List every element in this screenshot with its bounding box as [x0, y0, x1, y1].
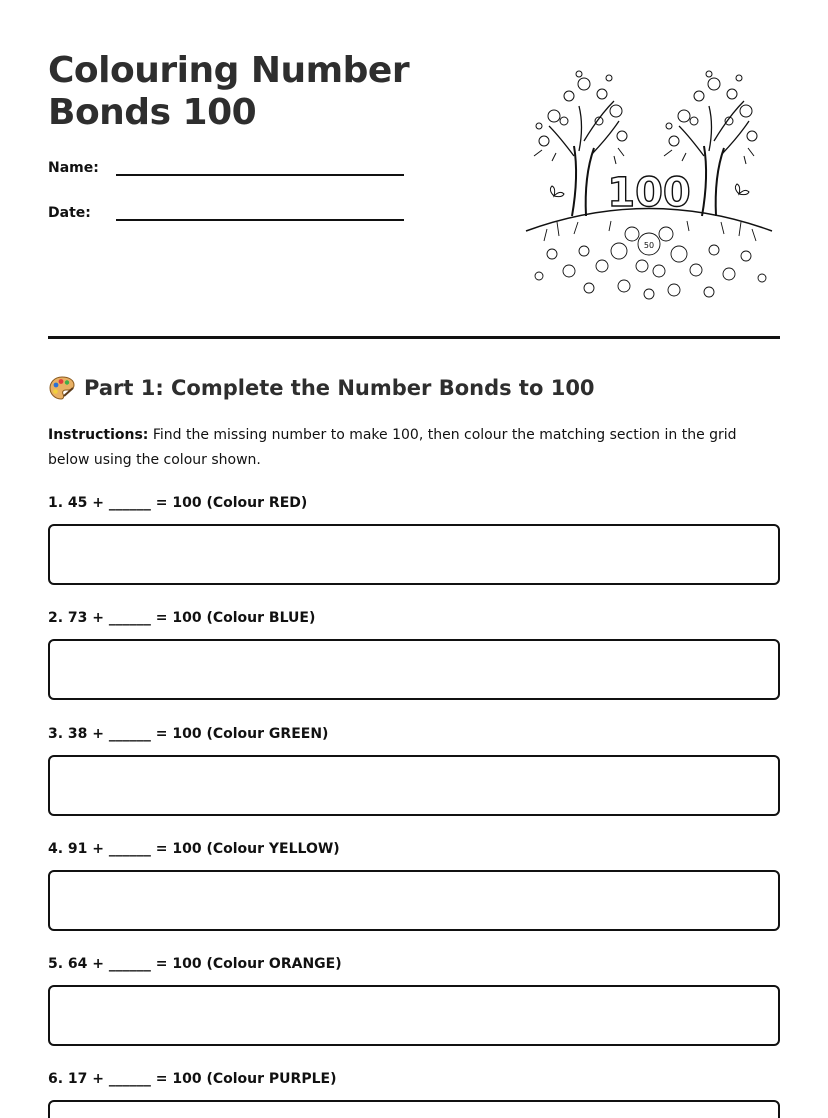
question-label: 6. 17 + ______ = 100 (Colour PURPLE): [48, 1071, 337, 1088]
flower-bed: [535, 221, 766, 299]
title-line-1: Colouring Number: [48, 50, 410, 91]
part1-heading: [48, 374, 595, 402]
date-label: Date:: [48, 205, 91, 221]
instructions-label: Instructions:: [48, 427, 149, 443]
illustration-inner-number: 50: [643, 241, 655, 250]
right-tree-trunk: [702, 146, 724, 216]
date-line[interactable]: [116, 207, 404, 221]
question-item: [48, 609, 780, 724]
instructions-text: Find the missing number to make 100, then colour the matching section in the grid below using the colour shown.: [48, 427, 737, 468]
question-label: 3. 38 + ______ = 100 (Colour GREEN): [48, 725, 329, 742]
question-item: [48, 725, 780, 840]
question-label: 5. 64 + ______ = 100 (Colour ORANGE): [48, 956, 342, 973]
date-field[interactable]: [48, 205, 404, 221]
worksheet-header: [48, 50, 780, 310]
question-label: 1. 45 + ______ = 100 (Colour RED): [48, 495, 308, 511]
answer-box[interactable]: [48, 870, 780, 931]
answer-box[interactable]: [48, 639, 780, 700]
question-label: 4. 91 + ______ = 100 (Colour YELLOW): [48, 840, 340, 857]
page-title: [48, 50, 448, 134]
question-item: [48, 1070, 780, 1118]
instructions: [48, 423, 780, 473]
answer-box[interactable]: [48, 524, 780, 585]
name-line[interactable]: [116, 162, 404, 176]
name-field[interactable]: [48, 160, 404, 176]
question-item: [48, 494, 780, 609]
question-label: 2. 73 + ______ = 100 (Colour BLUE): [48, 610, 316, 627]
colouring-illustration: [524, 66, 774, 306]
question-item: [48, 840, 780, 955]
questions-list: [48, 494, 780, 1118]
answer-box[interactable]: [48, 985, 780, 1046]
section-divider: [48, 336, 780, 339]
illustration-number: 100: [607, 170, 691, 216]
answer-box[interactable]: [48, 1100, 780, 1118]
title-line-2: Bonds 100: [48, 92, 257, 133]
left-tree-trunk: [572, 146, 594, 216]
part1-title: Part 1: Complete the Number Bonds to 100: [84, 376, 595, 400]
palette-icon: [48, 374, 76, 402]
name-label: Name:: [48, 160, 99, 176]
answer-box[interactable]: [48, 755, 780, 816]
question-item: [48, 955, 780, 1070]
